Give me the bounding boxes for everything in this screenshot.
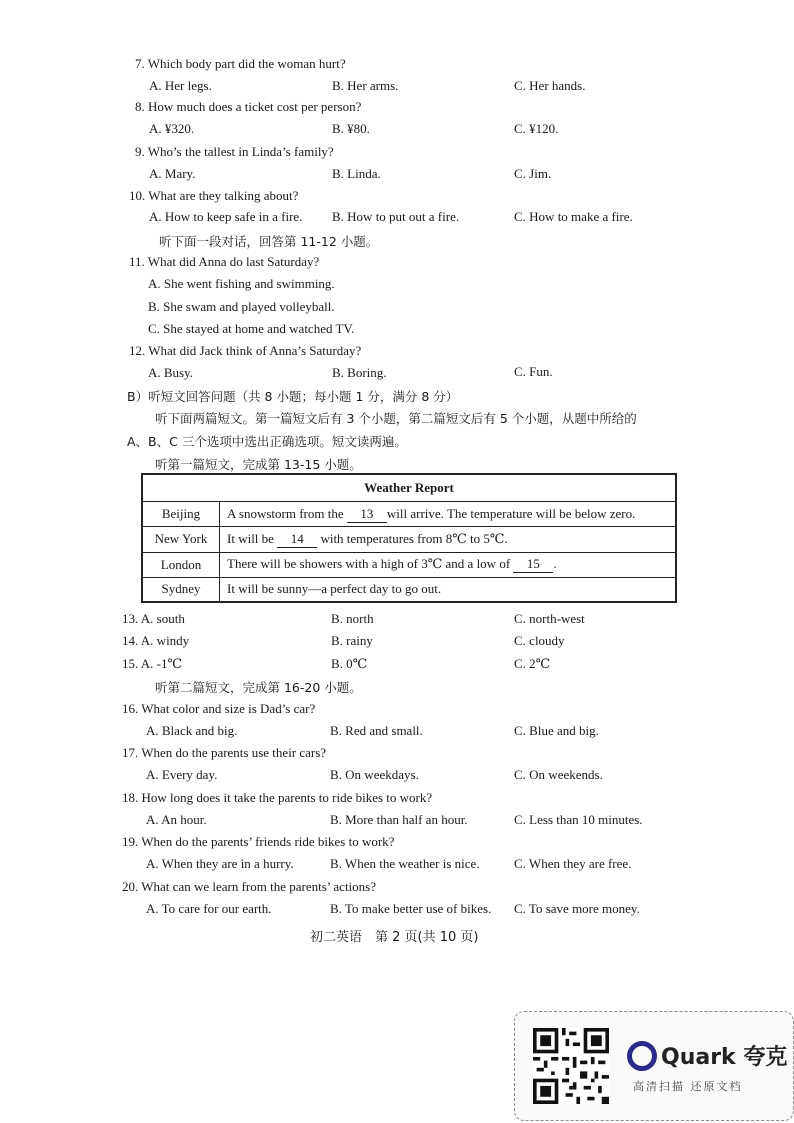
passage-2-instruction: 听第二篇短文，完成第 16-20 小题。 bbox=[155, 680, 362, 695]
city-cell: Sydney bbox=[142, 577, 220, 602]
option-14b: B. rainy bbox=[331, 633, 373, 648]
option-17a: A. Every day. bbox=[146, 767, 218, 782]
option-17c: C. On weekends. bbox=[514, 767, 603, 782]
option-12b: B. Boring. bbox=[332, 365, 387, 380]
question-text: Which body part did the woman hurt? bbox=[147, 56, 346, 71]
option-19a: A. When they are in a hurry. bbox=[146, 856, 294, 871]
city-cell: London bbox=[142, 552, 220, 577]
option-7a: A. Her legs. bbox=[149, 78, 212, 93]
option-9c: C. Jim. bbox=[514, 166, 552, 181]
qr-code-icon bbox=[533, 1026, 609, 1106]
option-16a: A. Black and big. bbox=[146, 723, 238, 738]
quark-logo: Quark 夸克 bbox=[627, 1040, 787, 1068]
question-9: 9. Who’s the tallest in Linda’s family? bbox=[135, 144, 334, 159]
question-13: 13. A. south bbox=[122, 611, 185, 626]
question-18: 18. How long does it take the parents to ride bikes to work? bbox=[122, 790, 433, 805]
table-row bbox=[142, 502, 676, 527]
question-17: 17. When do the parents use their cars? bbox=[122, 745, 327, 760]
option-11b: B. She swam and played volleyball. bbox=[148, 299, 335, 314]
question-16: 16. What color and size is Dad’s car? bbox=[122, 701, 316, 716]
option-16b: B. Red and small. bbox=[330, 723, 423, 738]
option-13c: C. north-west bbox=[514, 611, 585, 626]
city-cell: Beijing bbox=[142, 502, 220, 527]
quark-scan-badge[interactable] bbox=[514, 1011, 794, 1121]
option-20b: B. To make better use of bikes. bbox=[330, 901, 492, 916]
section-b-heading: B）听短文回答问题（共 8 小题；每小题 1 分，满分 8 分） bbox=[127, 389, 459, 404]
option-8b: B. ¥80. bbox=[332, 121, 370, 136]
blank-13: 13 bbox=[347, 506, 387, 523]
table-title: Weather Report bbox=[142, 474, 676, 502]
question-number: 7. bbox=[135, 56, 145, 71]
option-19b: B. When the weather is nice. bbox=[330, 856, 480, 871]
quark-tagline: 高清扫描 还原文档 bbox=[633, 1080, 743, 1093]
option-8c: C. ¥120. bbox=[514, 121, 559, 136]
option-9a: A. Mary. bbox=[149, 166, 196, 181]
option-18a: A. An hour. bbox=[146, 812, 207, 827]
blank-15: 15 bbox=[513, 556, 553, 573]
option-14c: C. cloudy bbox=[514, 633, 565, 648]
option-15b: B. 0℃ bbox=[331, 656, 368, 671]
question-14: 14. A. windy bbox=[122, 633, 190, 648]
question-19: 19. When do the parents’ friends ride bikes to work? bbox=[122, 834, 395, 849]
option-10b: B. How to put out a fire. bbox=[332, 209, 460, 224]
blank-14: 14 bbox=[277, 531, 317, 548]
table-row bbox=[142, 577, 676, 602]
section-b-instruction-1: 听下面两篇短文。第一篇短文后有 3 个小题，第二篇短文后有 5 个小题，从题中所给的 bbox=[155, 411, 637, 426]
option-10c: C. How to make a fire. bbox=[514, 209, 633, 224]
option-20c: C. To save more money. bbox=[514, 901, 640, 916]
option-16c: C. Blue and big. bbox=[514, 723, 599, 738]
option-9b: B. Linda. bbox=[332, 166, 381, 181]
option-11c: C. She stayed at home and watched TV. bbox=[148, 321, 355, 336]
option-11a: A. She went fishing and swimming. bbox=[148, 276, 335, 291]
question-10: 10. What are they talking about? bbox=[129, 188, 299, 203]
quark-ring-icon bbox=[627, 1041, 657, 1071]
page-footer: 初二英语 第 2 页(共 10 页) bbox=[310, 930, 479, 945]
option-17b: B. On weekdays. bbox=[330, 767, 419, 782]
forecast-cell: There will be showers with a high of 3℃ and a low of 15 . bbox=[220, 552, 677, 577]
option-8a: A. ¥320. bbox=[149, 121, 195, 136]
forecast-cell: A snowstorm from the 13 will arrive. The temperature will be below zero. bbox=[220, 502, 677, 527]
question-20: 20. What can we learn from the parents’ actions? bbox=[122, 879, 376, 894]
question-7 bbox=[135, 56, 346, 72]
option-19c: C. When they are free. bbox=[514, 856, 632, 871]
table-row bbox=[142, 527, 676, 552]
option-10a: A. How to keep safe in a fire. bbox=[149, 209, 303, 224]
option-13b: B. north bbox=[331, 611, 374, 626]
forecast-cell: It will be 14 with temperatures from 8℃ to 5℃. bbox=[220, 527, 677, 552]
option-7c: C. Her hands. bbox=[514, 78, 586, 93]
option-18b: B. More than half an hour. bbox=[330, 812, 468, 827]
table-row bbox=[142, 552, 676, 577]
weather-report-table bbox=[141, 473, 677, 603]
question-15: 15. A. -1℃ bbox=[122, 656, 183, 671]
forecast-cell: It will be sunny—a perfect day to go out. bbox=[220, 577, 677, 602]
question-11: 11. What did Anna do last Saturday? bbox=[129, 254, 320, 269]
option-7b: B. Her arms. bbox=[332, 78, 399, 93]
option-12c: C. Fun. bbox=[514, 364, 553, 379]
option-12a: A. Busy. bbox=[148, 365, 194, 380]
option-20a: A. To care for our earth. bbox=[146, 901, 272, 916]
city-cell: New York bbox=[142, 527, 220, 552]
dialog-instruction: 听下面一段对话，回答第 11-12 小题。 bbox=[159, 234, 379, 249]
question-12: 12. What did Jack think of Anna’s Saturday? bbox=[129, 343, 362, 358]
option-15c: C. 2℃ bbox=[514, 656, 551, 671]
question-8: 8. How much does a ticket cost per person? bbox=[135, 99, 362, 114]
section-b-instruction-2: A、B、C 三个选项中选出正确选项。短文读两遍。 bbox=[127, 434, 407, 449]
passage-1-instruction: 听第一篇短文，完成第 13-15 小题。 bbox=[155, 457, 362, 472]
option-18c: C. Less than 10 minutes. bbox=[514, 812, 643, 827]
